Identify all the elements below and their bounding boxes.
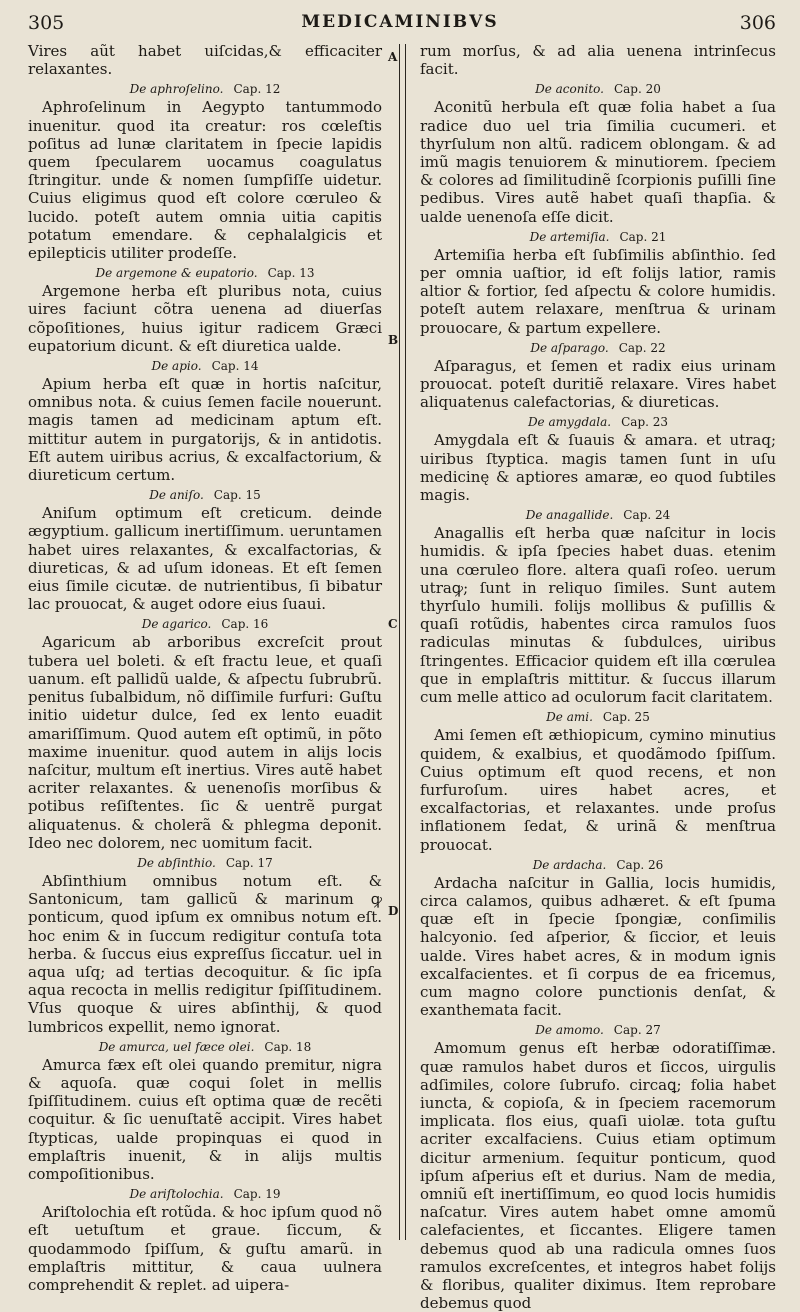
page-number-left: 305 <box>28 12 65 34</box>
chapter-title: De aconito. <box>535 82 604 97</box>
chapter-title: De aniſo. <box>149 488 204 503</box>
chapter-text: Aniſum optimum eſt creticum. deinde ægyptium. gallicum inertiſſimum. ueruntamen habet uires relaxantes, & excalfactorias, & diureticas, & ad uſum idoneas. Et eſt ſemen eius ſimile cicutæ. de nutrientibus, ſi bibatur lac prouocat, & auget odore eius ſuaui. <box>28 504 382 614</box>
chapter-text: Ariſtolochia eſt rotũda. & hoc ipſum quod nõ eſt uetuſtum et graue. ſiccum, & quodammodo ſpiſſum, & guſtu amarũ. in emplaſtris mittitur, & caua uulnera comprehendit & replet. ad uipera- <box>28 1203 382 1294</box>
chapter-text: Ami ſemen eſt æthiopicum, cymino minutius quidem, & exalbius, et quodãmodo ſpiſſum. Cuius optimum eſt quod recens, et non furfuroſum. uires habet acres, et excalfactorias, et relaxantes. unde proſus inflationem ſedat, & urinã & menſtrua prouocat. <box>420 726 776 854</box>
chapter-title: De amurca, uel fæce olei. <box>98 1039 255 1054</box>
column-rule <box>399 44 400 1240</box>
margin-marker-c: C <box>388 617 398 631</box>
chapter-entry <box>28 1040 382 1183</box>
chapter-heading <box>28 617 382 632</box>
chapter-text: Artemiſia herba eſt ſubſimilis abſinthio. ſed per omnia uaſtior, id eſt folijs latior, ramis altior & fortior, ſed aſpectu & colore humidis. poteſt autem relaxare, menſtrua & urinam prouocare, & partum expellere. <box>420 245 776 337</box>
chapter-text: Ardacha naſcitur in Gallia, locis humidis, circa calamos, quibus adhæret. & eſt ſpuma quæ eſt in ſpecie ſpongiæ, conſimilis halcyonio. ſed aſperior, & ſiccior, et leuis ualde. Vires habet acres, & in modum ignis excalfacientes. et ſi corpus de ea fricemus, cum magno colore punctionis denſat, & exanthemata facit. <box>420 873 776 1020</box>
margin-marker-a: A <box>388 50 398 64</box>
chapter-number: Cap. 17 <box>225 855 273 870</box>
chapter-heading <box>28 1187 382 1202</box>
page-number-right: 306 <box>739 12 776 34</box>
chapter-heading <box>420 508 776 523</box>
chapter-entry <box>28 82 382 262</box>
chapter-title: De artemiſia. <box>529 229 610 244</box>
chapter-heading <box>28 488 382 503</box>
margin-marker-b: B <box>388 333 399 347</box>
chapter-entry <box>28 266 382 355</box>
chapter-title: De amomo. <box>535 1023 604 1038</box>
chapter-number: Cap. 19 <box>233 1187 281 1202</box>
chapter-entry <box>420 858 776 1020</box>
chapter-text: Amurca fæx eſt olei quando premitur, nigra & aquoſa. quæ coqui ſolet in mellis ſpiſſitudinem. cuius eſt optima quæ de recẽti coquitur. & ſic uenuſtatẽ accipit. Vires habet ſtypticas, ualde propinquas ei quod in emplaſtris inuenit, & in alijs multis compoſitionibus. <box>28 1055 382 1183</box>
chapter-entry <box>420 508 776 706</box>
chapter-title: De ardacha. <box>532 857 607 872</box>
chapter-title: De amygdala. <box>527 415 612 430</box>
chapter-title: De aphroſelino. <box>129 82 224 97</box>
column-lead-text: Vires aũt habet uiſcidas,& efficaciter relaxantes. <box>28 42 382 79</box>
chapter-heading <box>420 230 776 245</box>
chapter-text: Aphroſelinum in Aegypto tantummodo inuenitur. quod ita creatur: ros cœleſtis poſitus ad lunæ claritatem in ſpecie lapidis quem ſpecularem uocamus coagulatus ſtringitur. unde & nomen ſumpſiſſe uidetur. Cuius eligimus quod eſt colore cœruleo & lucido. poteſt autem omnia uitia capitis potatum emendare. & cephalalgicis et epilepticis utiliter prodeſſe. <box>28 98 382 263</box>
right-column <box>420 42 776 1312</box>
margin-marker-d: D <box>388 904 399 918</box>
chapter-number: Cap. 21 <box>619 229 667 244</box>
chapter-number: Cap. 24 <box>623 508 671 523</box>
chapter-title: De ariſtolochia. <box>129 1187 224 1202</box>
column-lead-text: rum morſus, & ad alia uenena intrinſecus facit. <box>420 42 776 79</box>
chapter-number: Cap. 26 <box>616 857 664 872</box>
chapter-number: Cap. 23 <box>621 415 669 430</box>
chapter-heading <box>420 858 776 873</box>
chapter-entry <box>420 1023 776 1312</box>
chapter-text: Apium herba eſt quæ in hortis naſcitur, omnibus nota. & cuius ſemen facile nouerunt. magis tamen ad medicinam aptum eſt. mittitur autem in purgatorijs, & in antidotis. Eſt autem uiribus acrius, & excalfactorium, & diureticum certum. <box>28 375 382 485</box>
chapter-text: Argemone herba eſt pluribus nota, cuius uires faciunt cõtra uenena ad diuerſas cõpoſitiones, huius igitur radicem Græci eupatorium dicunt. & eſt diuretica ualde. <box>28 282 382 355</box>
chapter-text: Abſinthium omnibus notum eſt. & Santonicum, tam gallicũ & marinum ꝙ ponticum, quod ipſum ex omnibus notum eſt. hoc enim & in ſuccum redigitur contuſa tota herba. & ſuccus eius expreſſus ſiccatur. uel in aqua uſq; ad tertias decoquitur. & ſic ipſa aqua recocta in mellis redigitur ſpiſſitudinem. Vſus quoque & uires abſinthij, & quod lumbricos expellit, nemo ignorat. <box>28 871 382 1036</box>
chapter-title: De abſinthio. <box>137 855 216 870</box>
chapter-heading <box>28 82 382 97</box>
chapter-number: Cap. 14 <box>211 359 259 374</box>
chapter-title: De anagallide. <box>525 508 614 523</box>
chapter-text: Agaricum ab arboribus excreſcit prout tubera uel boleti. & eſt fractu leue, et quaſi uanum. eſt pallidũ ualde, & aſpectu ſubrubrũ. penitus ſubalbidum, nõ diſſimile furfuri: Guſtu initio uidetur dulce, ſed ex lento euadit amariſſimum. Quod autem eſt optimũ, in põto maxime inuenitur. quod autem in alijs locis naſcitur, multum eſt inertius. Vires autẽ habet acriter relaxantes. & uenenoſis morſibus & potibus reſiſtentes. ſic & uentrẽ purgat aliquatenus. & cholerã & phlegma deponit. Ideo nec dolorem, nec uomitum facit. <box>28 633 382 852</box>
chapter-entry <box>420 230 776 337</box>
chapter-heading <box>28 1040 382 1055</box>
chapter-number: Cap. 15 <box>213 488 261 503</box>
column-rule <box>405 44 406 1240</box>
chapter-heading <box>420 341 776 356</box>
chapter-title: De ami. <box>546 710 593 725</box>
chapter-heading <box>420 82 776 97</box>
running-title: MEDICAMINIBVS <box>301 12 499 32</box>
chapter-entry <box>28 617 382 851</box>
chapter-entry <box>28 359 382 484</box>
chapter-title: De argemone & eupatorio. <box>95 266 258 281</box>
chapter-heading <box>28 359 382 374</box>
chapter-entry <box>420 415 776 504</box>
chapter-heading <box>420 1023 776 1038</box>
chapter-number: Cap. 16 <box>221 617 269 632</box>
chapter-number: Cap. 20 <box>613 82 661 97</box>
chapter-title: De apio. <box>151 359 202 374</box>
chapter-text: Aconitũ herbula eſt quæ folia habet a ſua radice duo uel tria ſimilia cucumeri. et thyrſulum non altũ. radicem oblongam. & ad imũ magis tenuiorem & minutiorem. ſpeciem & colores ad ſimilitudinẽ ſcorpionis puſilli ſine pedibus. Vires autẽ habet quaſi thapſia. & ualde uenenoſa eſſe dicit. <box>420 98 776 226</box>
chapter-entry <box>28 856 382 1036</box>
chapter-title: De agarico. <box>141 617 212 632</box>
chapter-number: Cap. 27 <box>613 1023 661 1038</box>
chapter-number: Cap. 13 <box>267 266 315 281</box>
chapter-text: Aſparagus, et ſemen et radix eius urinam prouocat. poteſt duritiẽ relaxare. Vires habet aliquatenus calefactorias, & diureticas. <box>420 356 776 412</box>
chapter-heading <box>420 710 776 725</box>
chapter-number: Cap. 25 <box>602 710 650 725</box>
chapter-entry <box>28 488 382 613</box>
chapter-entry <box>420 341 776 412</box>
left-column <box>28 42 382 1294</box>
chapter-text: Amygdala eſt & ſuauis & amara. et utraq; uiribus ſtyptica. magis tamen ſunt in uſu medicinę & aptiores amaræ, eo quod ſubtiles magis. <box>420 431 776 505</box>
chapter-heading <box>28 856 382 871</box>
chapter-number: Cap. 18 <box>264 1039 312 1054</box>
chapter-text: Amomum genus eſt herbæ odoratiſſimæ. quæ ramulos habet duros et ſiccos, uirgulis adſimiles, colore ſubrufo. circaꝗ; folia habet iuncta, & copioſa, & in ſpeciem racemorum implicata. flos eius, quaſi uiolæ. tota guſtu acriter excalfaciens. Cuius etiam optimum dicitur armenium. ſequitur ponticum, quod ipſum aſperius eſt et durius. Nam de media, omniũ eſt inertiſſimum, eo quod locis humidis naſcatur. Vires autem habet omne amomũ calefacientes, et ſiccantes. Eligere tamen debemus quod ab una radicula omnes ſuos ramulos excreſcentes, et integros habet folijs & floribus, qualiter diximus. Item reprobare debemus quod <box>420 1039 776 1312</box>
chapter-number: Cap. 22 <box>618 340 666 355</box>
chapter-heading <box>420 415 776 430</box>
running-header <box>0 0 800 40</box>
chapter-entry <box>28 1187 382 1294</box>
chapter-entry <box>420 82 776 225</box>
chapter-number: Cap. 12 <box>233 82 281 97</box>
chapter-heading <box>28 266 382 281</box>
chapter-title: De aſparago. <box>530 340 609 355</box>
chapter-text: Anagallis eſt herba quæ naſcitur in locis humidis. & ipſa ſpecies habet duas. etenim una cœruleo flore. altera quaſi roſeo. uerum utraꝙ; ſunt in reliquo ſimiles. Sunt autem thyrſulo humili. folijs mollibus & puſillis & quaſi rotũdis, habentes circa ramulos ſuos radiculas minutas & ſubdulces, uiribus ſtringentes. Efficacior quidem eſt illa cœrulea que in emplaſtris mittitur. & ſuccus illarum cum melle attico ad oculorum facit claritatem. <box>420 524 776 707</box>
chapter-entry <box>420 710 776 853</box>
